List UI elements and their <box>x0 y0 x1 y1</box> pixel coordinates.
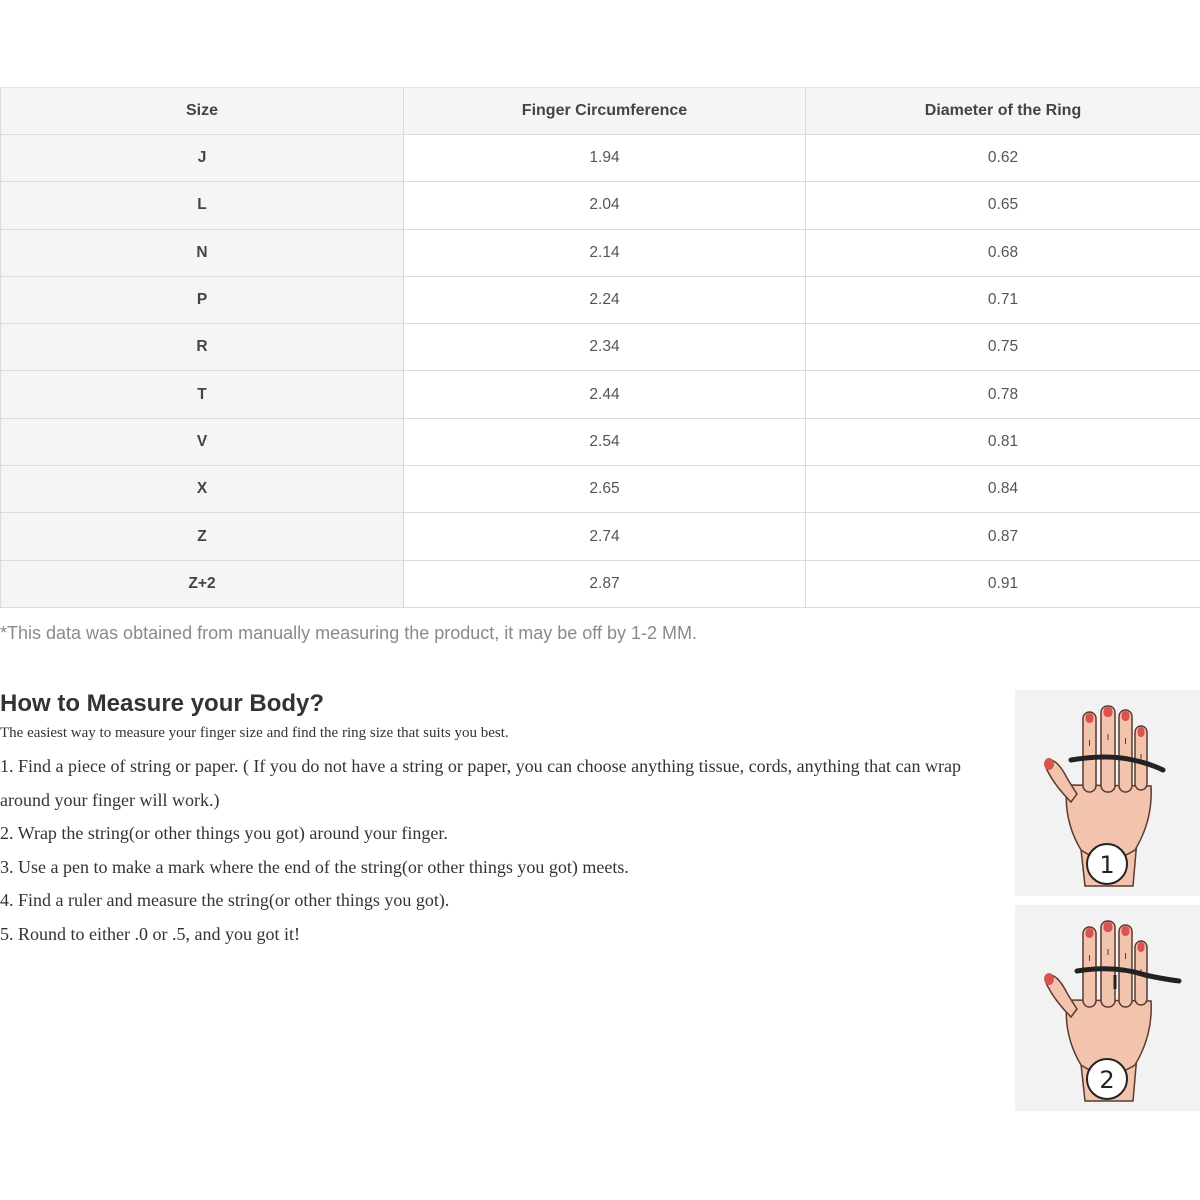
finger-circumference-cell: 2.74 <box>404 513 806 560</box>
column-header-size: Size <box>1 88 404 135</box>
table-row <box>1 276 1200 323</box>
table-row <box>1 513 1200 560</box>
table-row <box>1 182 1200 229</box>
measure-step: 4. Find a ruler and measure the string(or other things you got). <box>0 890 450 910</box>
size-cell: L <box>1 182 404 229</box>
finger-circumference-cell: 2.34 <box>404 324 806 371</box>
finger-circumference-cell: 2.14 <box>404 229 806 276</box>
column-header-finger-circumference: Finger Circumference <box>404 88 806 135</box>
finger-circumference-cell: 2.65 <box>404 466 806 513</box>
table-row <box>1 560 1200 607</box>
table-row <box>1 466 1200 513</box>
hand-string-icon <box>1015 690 1200 896</box>
column-header-ring-diameter: Diameter of the Ring <box>806 88 1200 135</box>
step-number-badge: 2 <box>1099 1066 1115 1094</box>
hand-illustration-step-2 <box>1015 905 1200 1111</box>
measure-step: 2. Wrap the string(or other things you got) around your finger. <box>0 823 448 843</box>
size-cell: T <box>1 371 404 418</box>
finger-circumference-cell: 2.24 <box>404 276 806 323</box>
size-cell: P <box>1 276 404 323</box>
size-cell: R <box>1 324 404 371</box>
hand-illustration-step-1 <box>1015 690 1200 896</box>
measurement-disclaimer: *This data was obtained from manually measuring the product, it may be off by 1-2 MM. <box>0 623 697 643</box>
ring-diameter-cell: 0.71 <box>806 276 1200 323</box>
hand-string-icon <box>1015 905 1200 1111</box>
measure-step: 1. Find a piece of string or paper. ( If you do not have a string or paper, you can choose anything tissue, cords, anything that can wrap around your finger will work.) <box>0 756 962 810</box>
table-row <box>1 229 1200 276</box>
size-cell: Z <box>1 513 404 560</box>
ring-diameter-cell: 0.87 <box>806 513 1200 560</box>
finger-circumference-cell: 2.44 <box>404 371 806 418</box>
ring-diameter-cell: 0.65 <box>806 182 1200 229</box>
measure-step: 3. Use a pen to make a mark where the end of the string(or other things you got) meets. <box>0 856 629 877</box>
measure-step: 5. Round to either .0 or .5, and you got it! <box>0 923 300 944</box>
table-header-row <box>1 88 1200 135</box>
ring-diameter-cell: 0.91 <box>806 560 1200 607</box>
ring-diameter-cell: 0.75 <box>806 324 1200 371</box>
finger-circumference-cell: 1.94 <box>404 135 806 182</box>
table-row <box>1 371 1200 418</box>
ring-diameter-cell: 0.62 <box>806 135 1200 182</box>
guide-subtitle: The easiest way to measure your finger size and find the ring size that suits you best. <box>0 725 509 741</box>
size-cell: Z+2 <box>1 560 404 607</box>
table-row <box>1 135 1200 182</box>
measure-steps-list <box>0 750 990 951</box>
size-cell: J <box>1 135 404 182</box>
ring-diameter-cell: 0.81 <box>806 418 1200 465</box>
table-row <box>1 418 1200 465</box>
table-row <box>1 324 1200 371</box>
size-cell: V <box>1 418 404 465</box>
guide-title: How to Measure your Body? <box>0 690 325 717</box>
ring-size-table <box>0 87 1200 608</box>
size-cell: X <box>1 466 404 513</box>
finger-circumference-cell: 2.04 <box>404 182 806 229</box>
finger-circumference-cell: 2.87 <box>404 560 806 607</box>
ring-diameter-cell: 0.78 <box>806 371 1200 418</box>
finger-circumference-cell: 2.54 <box>404 418 806 465</box>
step-number-badge: 1 <box>1099 851 1115 879</box>
size-cell: N <box>1 229 404 276</box>
ring-diameter-cell: 0.84 <box>806 466 1200 513</box>
ring-diameter-cell: 0.68 <box>806 229 1200 276</box>
